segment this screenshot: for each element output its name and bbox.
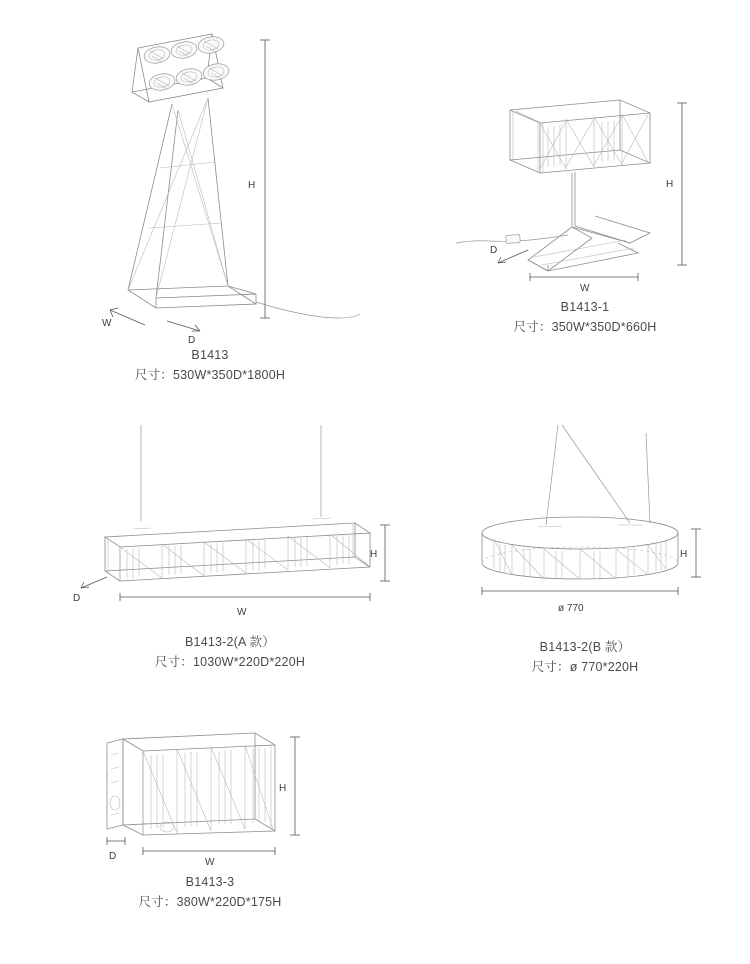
dim-w-label: W	[102, 318, 112, 329]
dimension-h	[290, 737, 300, 835]
product-b1413	[60, 18, 360, 384]
dim-w-label: W	[205, 857, 215, 868]
model-name: B1413-2(A 款）	[185, 635, 275, 649]
dim-h-label: H	[680, 549, 688, 560]
caption-b1413-3	[85, 873, 335, 911]
dim-w-label: W	[237, 607, 247, 618]
model-size: 尺寸：350W*350D*660H	[513, 320, 657, 334]
dimension-h	[677, 103, 687, 265]
dim-d-label: D	[490, 245, 498, 256]
model-size: 尺寸：530W*350D*1800H	[134, 368, 286, 382]
dimension-diameter	[482, 587, 678, 595]
dim-h-label: H	[279, 783, 287, 794]
caption-b1413	[60, 346, 360, 384]
dimension-d	[167, 321, 200, 331]
dim-d-label: D	[109, 851, 117, 862]
product-b1413-1	[450, 75, 720, 336]
drawing-b1413-1	[450, 75, 720, 294]
dimension-h	[691, 529, 701, 577]
drawing-b1413-3	[85, 725, 335, 868]
dimension-h	[260, 40, 270, 318]
dim-h-label: H	[370, 549, 378, 560]
caption-b1413-2b	[450, 638, 720, 676]
model-size: 尺寸：ø 770*220H	[531, 660, 639, 674]
drawing-b1413	[60, 18, 360, 346]
dimension-h	[380, 525, 390, 581]
product-b1413-3	[85, 725, 335, 911]
product-b1413-2a	[65, 425, 395, 671]
dimension-w	[110, 308, 145, 325]
model-size: 尺寸：1030W*220D*220H	[154, 655, 306, 669]
model-name: B1413-2(B 款）	[539, 640, 631, 654]
model-name: B1413-1	[560, 300, 610, 314]
model-size: 尺寸：380W*220D*175H	[138, 895, 282, 909]
dim-d-label: D	[73, 593, 81, 604]
dimension-w	[143, 847, 275, 855]
caption-b1413-1	[450, 298, 720, 336]
lamp-head-group	[132, 34, 230, 102]
drawing-b1413-2a	[65, 425, 395, 625]
dim-h-label: H	[666, 179, 674, 190]
dimension-w	[120, 593, 370, 601]
dimension-d	[107, 837, 125, 845]
dim-w-label: W	[580, 283, 590, 294]
dimension-d	[81, 577, 107, 588]
dimension-d	[498, 250, 528, 263]
drawing-b1413-2b	[450, 425, 720, 630]
dim-h-label: H	[248, 180, 256, 191]
dim-d-label: D	[188, 335, 196, 346]
dim-diameter-label: ø 770	[558, 603, 584, 614]
dimension-w	[530, 273, 638, 281]
model-name: B1413	[191, 348, 229, 362]
caption-b1413-2a	[65, 633, 395, 671]
model-name: B1413-3	[185, 875, 235, 889]
product-b1413-2b	[450, 425, 720, 676]
